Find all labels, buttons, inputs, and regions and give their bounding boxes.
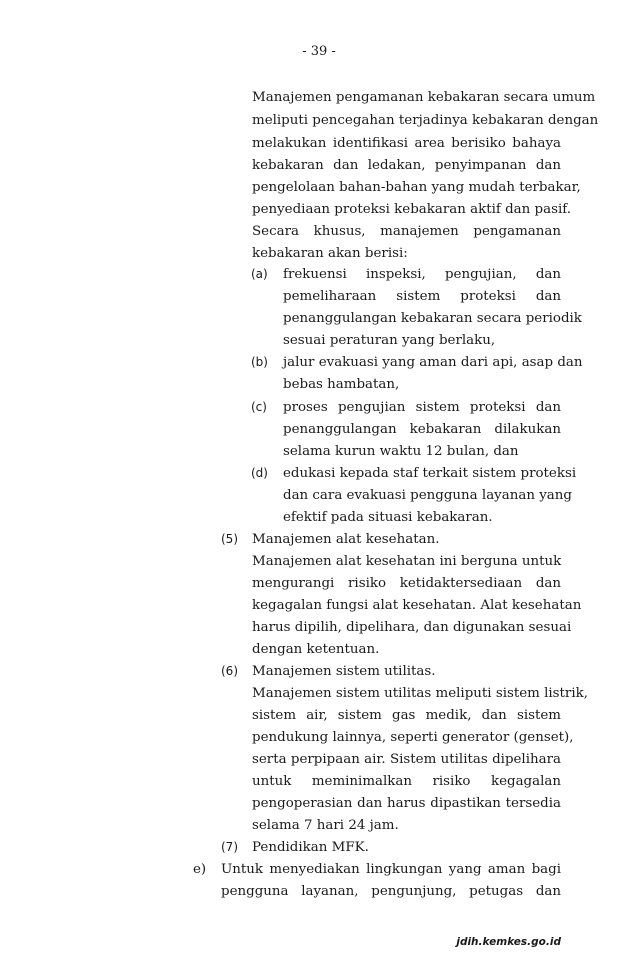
item-line: Manajemen sistem utilitas meliputi sistem listrik, [252, 686, 588, 701]
item-line: harus dipilih, dipelihara, dan digunakan sesuai [252, 620, 572, 635]
intro-line: Secara khusus, manajemen pengamanan [252, 224, 561, 239]
item-marker: (6) [221, 664, 238, 678]
sub-item-marker: (b) [251, 355, 268, 369]
sub-item-line: efektif pada situasi kebakaran. [283, 510, 493, 525]
intro-line: melakukan identifikasi area berisiko bahaya [252, 136, 561, 151]
item-line: kegagalan fungsi alat kesehatan. Alat kesehatan [252, 598, 582, 613]
sub-item-line: bebas hambatan, [283, 377, 400, 392]
sub-item-line: sesuai peraturan yang berlaku, [283, 333, 496, 348]
point-e-line: pengguna layanan, pengunjung, petugas dan [221, 884, 561, 899]
sub-item-marker: (a) [251, 267, 268, 281]
intro-line: Manajemen pengamanan kebakaran secara umum [252, 90, 596, 105]
item-line: dengan ketentuan. [252, 642, 380, 657]
point-e-marker: e) [193, 862, 207, 877]
footer-source: jdih.kemkes.go.id [456, 936, 561, 948]
sub-item-line: proses pengujian sistem proteksi dan [283, 400, 561, 415]
item-line: mengurangi risiko ketidaktersediaan dan [252, 576, 561, 591]
sub-item-marker: (c) [251, 400, 267, 414]
item-line: Manajemen alat kesehatan ini berguna untuk [252, 554, 562, 569]
item-marker: (5) [221, 532, 238, 546]
sub-item-line: pemeliharaan sistem proteksi dan [283, 289, 561, 304]
sub-item-line: dan cara evakuasi pengguna layanan yang [283, 488, 572, 503]
sub-item-line: penanggulangan kebakaran dilakukan [283, 422, 561, 437]
sub-item-marker: (d) [251, 466, 268, 480]
sub-item-line: edukasi kepada staf terkait sistem proteksi [283, 466, 577, 481]
sub-item-line: selama kurun waktu 12 bulan, dan [283, 444, 519, 459]
item-marker: (7) [221, 840, 238, 854]
page-number: - 39 - [302, 44, 336, 59]
intro-line: kebakaran dan ledakan, penyimpanan dan [252, 158, 561, 173]
sub-item-line: jalur evakuasi yang aman dari api, asap dan [283, 355, 583, 370]
intro-line: kebakaran akan berisi: [252, 246, 408, 261]
item-title: Pendidikan MFK. [252, 840, 369, 855]
item-line: pendukung lainnya, seperti generator (genset), [252, 730, 574, 745]
intro-line: penyediaan proteksi kebakaran aktif dan pasif. [252, 202, 571, 217]
intro-line: pengelolaan bahan-bahan yang mudah terbakar, [252, 180, 581, 195]
item-line: selama 7 hari 24 jam. [252, 818, 399, 833]
sub-item-line: frekuensi inspeksi, pengujian, dan [283, 267, 561, 282]
item-line: serta perpipaan air. Sistem utilitas dipelihara [252, 752, 561, 767]
point-e-line: Untuk menyediakan lingkungan yang aman bagi [221, 862, 561, 877]
item-title: Manajemen alat kesehatan. [252, 532, 440, 547]
item-line: pengoperasian dan harus dipastikan tersedia [252, 796, 561, 811]
item-line: sistem air, sistem gas medik, dan sistem [252, 708, 561, 723]
item-line: untuk meminimalkan risiko kegagalan [252, 774, 561, 789]
sub-item-line: penanggulangan kebakaran secara periodik [283, 311, 582, 326]
item-title: Manajemen sistem utilitas. [252, 664, 436, 679]
intro-line: meliputi pencegahan terjadinya kebakaran dengan [252, 113, 599, 128]
